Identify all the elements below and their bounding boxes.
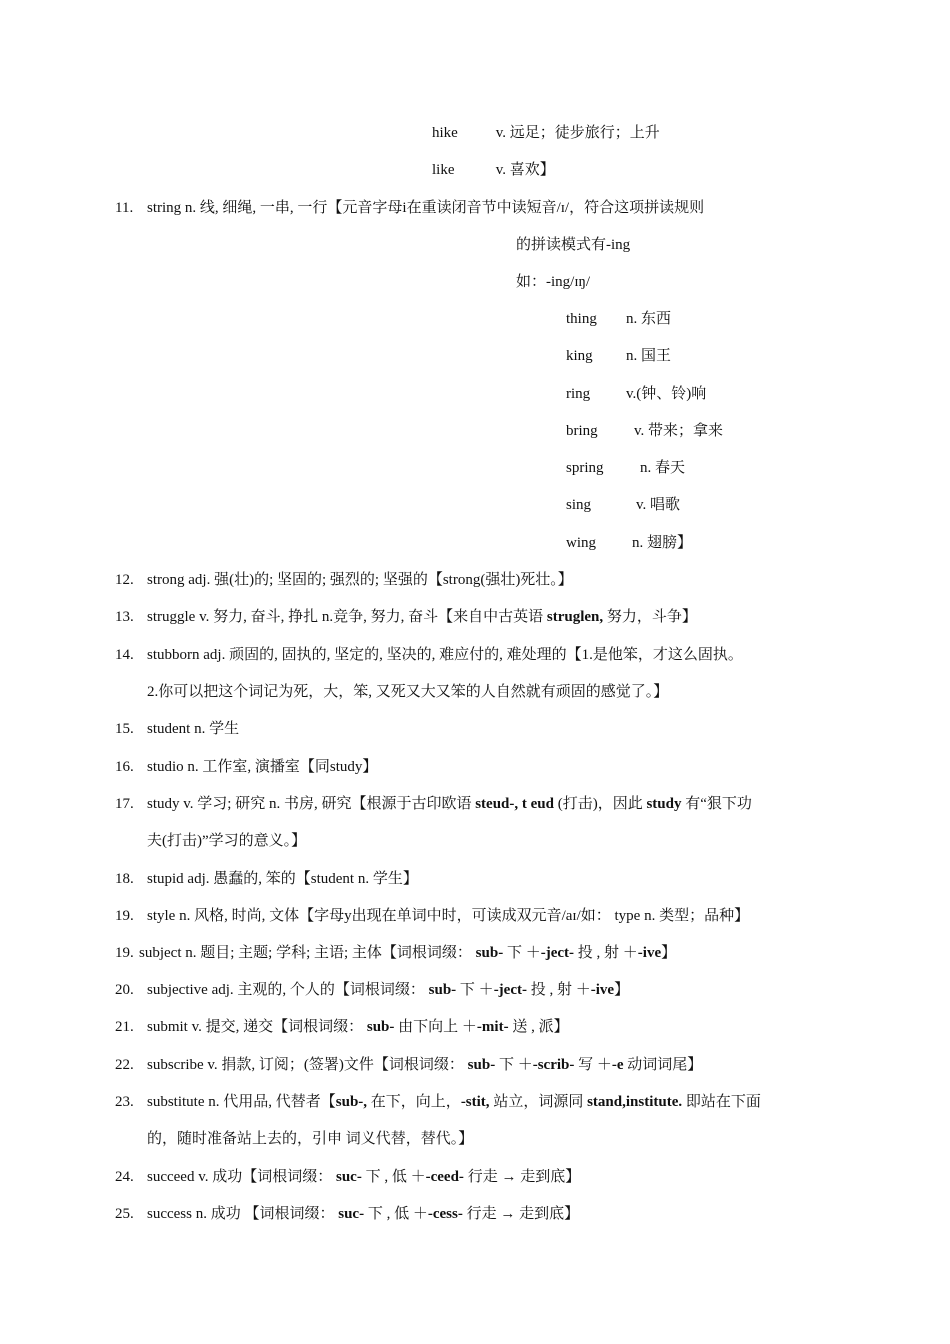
entry-text: 下 ＋	[456, 982, 494, 998]
example-row	[432, 160, 555, 180]
entry-bold: sub-	[475, 945, 504, 961]
entry-16	[115, 757, 377, 777]
entry-bold: steud-, t eud	[475, 796, 554, 812]
entry-22	[115, 1055, 702, 1075]
example-row	[566, 458, 685, 478]
entry-text: string n. 线, 细绳, 一串, 一行【元音字母i在重读闭音节中读短音/ɪ/，符合这项拼读规则	[147, 200, 705, 216]
entry-text: 派】	[534, 1019, 569, 1035]
entry-number: 13.	[115, 609, 134, 625]
entry-20	[115, 980, 629, 1000]
entry-text: stupid adj. 愚蠢的, 笨的【student n. 学生】	[147, 871, 418, 887]
entry-text: 】	[661, 945, 677, 961]
entry-bold: -ject-	[540, 945, 575, 961]
entry-text: 如：-ing/ɪŋ/	[516, 274, 591, 290]
entry-text: strong adj. 强(壮)的; 坚固的; 强烈的; 坚强的【strong(强壮)死壮。】	[147, 572, 573, 588]
example-row	[566, 309, 671, 329]
entry-number: 23.	[115, 1094, 134, 1110]
example-word: king	[566, 348, 593, 364]
entry-bold: -cess-	[427, 1206, 463, 1222]
entry-13	[115, 607, 697, 627]
entry-number: 11.	[115, 200, 134, 216]
entry-number: 19.	[115, 908, 134, 924]
entry-11-cont	[516, 272, 590, 292]
entry-number: 19.	[115, 945, 134, 961]
entry-19	[115, 906, 749, 926]
entry-bold: -scrib-	[532, 1057, 575, 1073]
example-def: n. 东西	[626, 311, 672, 327]
example-def: v.(钟、铃)响	[626, 386, 707, 402]
entry-text: 投 ,	[526, 982, 554, 998]
example-row	[566, 495, 680, 515]
entry-text: 由下向上 ＋	[394, 1019, 477, 1035]
entry-text: succeed v. 成功【词根词缀：	[147, 1169, 336, 1185]
entry-14	[115, 645, 743, 665]
example-def: v. 远足；徒步旅行；上升	[495, 125, 660, 141]
entry-bold: suc-	[336, 1169, 362, 1185]
example-def: n. 国王	[626, 348, 672, 364]
entry-bold: sub-	[428, 982, 457, 998]
entry-text: submit v. 提交, 递交【词根词缀：	[147, 1019, 367, 1035]
example-word: bring	[566, 423, 598, 439]
entry-text: 有“狠下功	[681, 796, 752, 812]
entry-bold: sub-,	[335, 1094, 368, 1110]
entry-number: 14.	[115, 647, 134, 663]
entry-text: subjective adj. 主观的, 个人的【词根词缀：	[147, 982, 429, 998]
example-word: like	[432, 162, 455, 178]
entry-text: 下 ＋	[503, 945, 541, 961]
entry-text: 2.你可以把这个词记为死，大，笨, 又死又大又笨的人自然就有顽固的感觉了。】	[147, 684, 669, 700]
entry-text: student n. 学生	[147, 721, 240, 737]
example-row	[432, 123, 660, 143]
entry-text: success n. 成功 【词根词缀：	[147, 1206, 339, 1222]
entry-17	[115, 794, 752, 814]
entry-text: study v. 学习; 研究 n. 书房, 研究【根源于古印欧语	[147, 796, 476, 812]
example-def: v. 唱歌	[636, 497, 681, 513]
entry-text: studio n. 工作室, 演播室【同study】	[147, 759, 378, 775]
entry-text: 低 ＋	[390, 1206, 428, 1222]
entry-bold: -ive	[637, 945, 662, 961]
entry-bold: study	[646, 796, 682, 812]
entry-text: 努力，斗争】	[603, 609, 697, 625]
example-def: v. 喜欢】	[495, 162, 555, 178]
entry-23-cont	[147, 1129, 473, 1149]
entry-17-cont	[147, 831, 306, 851]
example-def: v. 带来；拿来	[634, 423, 724, 439]
entry-bold: sub-	[467, 1057, 496, 1073]
entry-text: 送 ,	[508, 1019, 535, 1035]
entry-14-cont	[147, 682, 668, 702]
entry-text: style n. 风格, 时尚, 文体【字母y出现在单词中时，可读成双元音/aɪ/如： type n. 类型；品种】	[147, 908, 750, 924]
entry-text: 行走 → 走到底】	[463, 1169, 581, 1185]
entry-bold: struglen,	[546, 609, 604, 625]
entry-text: struggle v. 努力, 奋斗, 挣扎 n.竞争, 努力, 奋斗【来自中古英语	[147, 609, 547, 625]
example-row	[566, 346, 671, 366]
entry-number: 24.	[115, 1169, 134, 1185]
example-def: n. 春天	[640, 460, 686, 476]
example-word: sing	[566, 497, 592, 513]
entry-number: 16.	[115, 759, 134, 775]
entry-21	[115, 1017, 569, 1037]
entry-number: 18.	[115, 871, 134, 887]
example-word: thing	[566, 311, 597, 327]
entry-bold: suc-	[338, 1206, 365, 1222]
entry-text: 动词词尾】	[623, 1057, 703, 1073]
entry-text: 低 ＋	[388, 1169, 426, 1185]
entry-text: subject n. 题目; 主题; 学科; 主语; 主体【词根词缀：	[139, 945, 476, 961]
entry-19-subject	[115, 943, 676, 963]
entry-24	[115, 1167, 580, 1187]
entry-text: 即站在下面	[682, 1094, 761, 1110]
entry-text: 射 ＋	[553, 982, 591, 998]
example-def: n. 翅膀】	[632, 535, 693, 551]
entry-text: stubborn adj. 顽固的, 固执的, 坚定的, 坚决的, 难应付的, 难处理的【1.是他笨，才这么固执。	[147, 647, 743, 663]
entry-text: 下 ,	[364, 1206, 391, 1222]
entry-text: 下 ,	[361, 1169, 389, 1185]
entry-25	[115, 1204, 579, 1224]
entry-11-cont	[516, 235, 630, 255]
entry-bold: sub-	[366, 1019, 395, 1035]
entry-text: 写 ＋	[574, 1057, 612, 1073]
example-word: wing	[566, 535, 596, 551]
example-word: ring	[566, 386, 591, 402]
entry-number: 20.	[115, 982, 134, 998]
entry-text: (打击)，因此	[553, 796, 647, 812]
entry-number: 12.	[115, 572, 134, 588]
entry-number: 21.	[115, 1019, 134, 1035]
example-word: hike	[432, 125, 458, 141]
example-row	[566, 421, 723, 441]
entry-bold: -e	[611, 1057, 624, 1073]
entry-text: subscribe v. 捐款, 订阅；(签署)文件【词根词缀：	[147, 1057, 468, 1073]
entry-text: 的拼读模式有-ing	[516, 237, 631, 253]
entry-bold: stand,institute.	[587, 1094, 683, 1110]
example-word: spring	[566, 460, 604, 476]
entry-text: 站立，词源同	[489, 1094, 588, 1110]
entry-text: substitute n. 代用品, 代替者【	[147, 1094, 336, 1110]
entry-text: 夫(打击)”学习的意义。】	[147, 833, 307, 849]
entry-text: 射 ＋	[600, 945, 638, 961]
entry-23	[115, 1092, 761, 1112]
entry-bold: -ive	[590, 982, 615, 998]
entry-text: 行走 → 走到底】	[462, 1206, 580, 1222]
entry-bold: -ject-	[493, 982, 527, 998]
entry-text: 下 ＋	[495, 1057, 533, 1073]
entry-15	[115, 719, 239, 739]
entry-bold: -mit-	[476, 1019, 509, 1035]
entry-number: 22.	[115, 1057, 134, 1073]
entry-bold: -ceed-	[425, 1169, 464, 1185]
entry-number: 17.	[115, 796, 134, 812]
entry-text: 在下，向上，	[367, 1094, 461, 1110]
entry-number: 25.	[115, 1206, 134, 1222]
entry-11	[115, 198, 704, 218]
entry-number: 15.	[115, 721, 134, 737]
example-row	[566, 384, 706, 404]
entry-bold: -stit,	[460, 1094, 490, 1110]
entry-18	[115, 869, 418, 889]
entry-text: 的，随时准备站上去的，引申 词义代替，替代。】	[147, 1131, 474, 1147]
entry-text: 】	[614, 982, 630, 998]
entry-12	[115, 570, 573, 590]
example-row	[566, 533, 692, 553]
entry-text: 投 ,	[574, 945, 601, 961]
